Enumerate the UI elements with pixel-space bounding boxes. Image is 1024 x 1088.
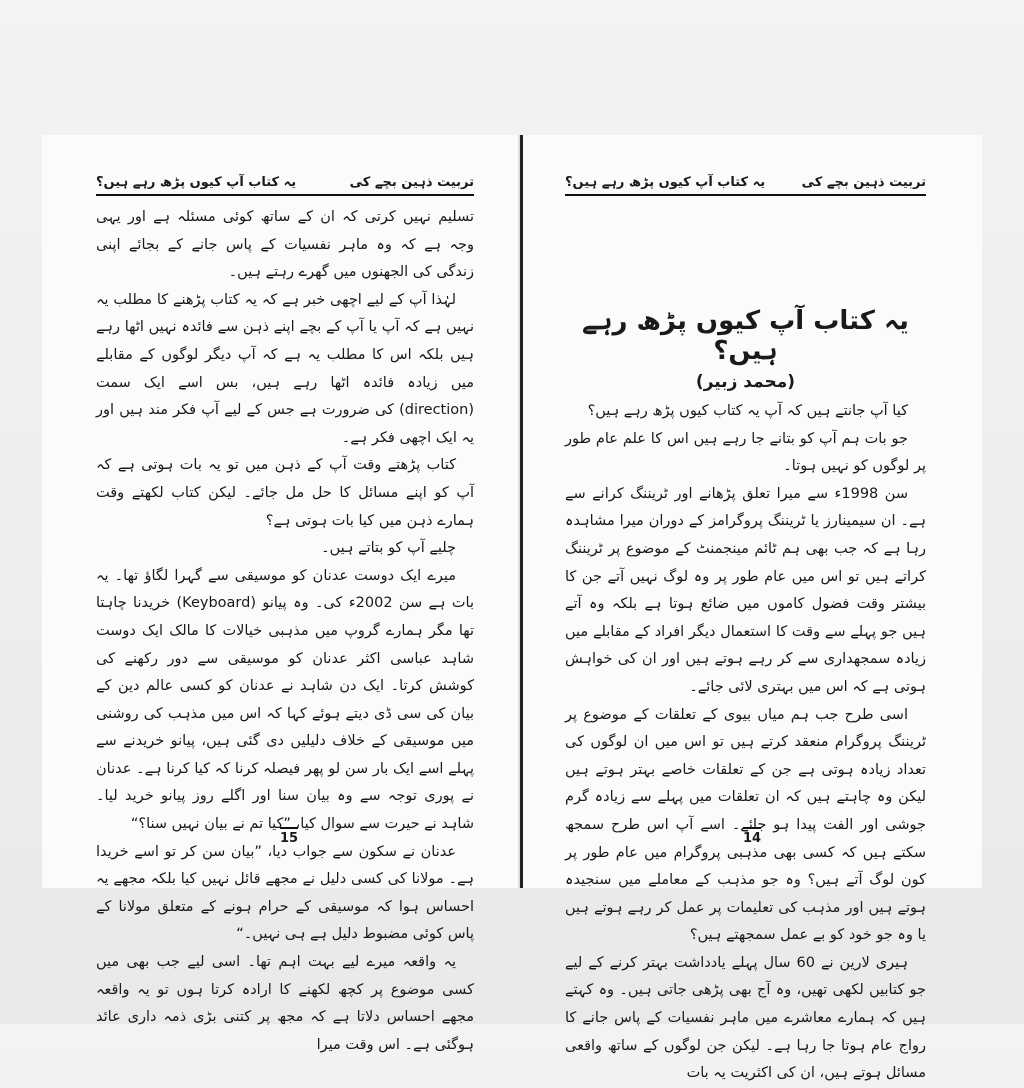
paragraph: یہ واقعہ میرے لیے بہت اہم تھا۔ اسی لیے جب بھی میں کسی موضوع پر کچھ لکھنے کا ارادہ کرتا ہوں تو یہ واقعہ مجھے احساس دلاتا ہے کہ مجھ پر کتنی بڑی ذمہ داری عائد ہوگئی ہے۔ اس وقت میرا (96, 954, 474, 1053)
chapter-title: یہ کتاب آپ کیوں پڑھ رہے ہیں؟ (582, 306, 909, 366)
page-number: 14 (743, 827, 761, 846)
paragraph: چلیے آپ کو بتاتے ہیں۔ (321, 540, 456, 557)
right-page (520, 135, 982, 1082)
header-chapter-title: یہ کتاب آپ کیوں پڑھ رہے ہیں؟ (565, 175, 766, 190)
paragraph: سن 1998ء سے میرا تعلق پڑھانے اور ٹریننگ کرانے سے ہے۔ ان سیمینارز یا ٹریننگ پروگرامز کے دوران میرا مشاہدہ رہا ہے کہ جب بھی ہم ٹائم مینجمنٹ کے موضوع پر ٹریننگ کراتے ہیں تو اس میں عام طور پر وہ لوگ نہیں آتے جن کا بیشتر وقت فضول کاموں میں ضائع ہوتا ہے بلکہ وہ آتے ہیں جو پہلے سے وقت کا استعمال دیگر افراد کے مقابلے میں زیادہ سمجھداری سے کر رہے ہوتے ہیں اور ان کی خواہش ہوتی ہے کہ اس میں بہتری لائی جائے۔ (565, 485, 926, 695)
paragraph: عدنان نے سکون سے جواب دیا، ”بیان سن کر تو اسے خریدا ہے۔ مولانا کی کسی دلیل نے مجھے قائل نہیں کیا بلکہ مجھے یہ احساس ہوا کہ موسیقی کے حرام ہونے کے متعلق مولانا کے پاس کوئی مضبوط دلیل ہے ہی نہیں۔“ (96, 843, 474, 943)
paragraph: جو بات ہم آپ کو بتانے جا رہے ہیں اس کا علم عام طور پر لوگوں کو نہیں ہوتا۔ (565, 430, 926, 475)
chapter-author: (محمد زبیر) (695, 372, 796, 392)
page-number: 15 (280, 827, 298, 846)
paragraph: اسی طرح جب ہم میاں بیوی کے تعلقات کے موضوع پر ٹریننگ پروگرام منعقد کرتے ہیں تو اس میں ان لوگوں کی تعداد زیادہ ہوتی ہے جن کے تعلقات خاصے بہتر ہوتے ہیں لیکن وہ چاہتے ہیں کہ ان تعلقات میں پہلے سے زیادہ گرم جوشی اور الفت پیدا ہو جائے۔ اسے آپ اس طرح سمجھ سکتے ہیں کہ کسی بھی مذہبی پروگرام میں عام طور پر کون لوگ آتے ہیں؟ وہ جو مذہب کے معاملے میں سنجیدہ ہوتے ہیں اور مذہب کی تعلیمات پر عمل کر رہے ہوتے ہیں یا وہ جو خود کو بے عمل سمجھتے ہیں؟ (565, 706, 926, 944)
paragraph: لہٰذا آپ کے لیے اچھی خبر ہے کہ یہ کتاب پڑھنے کا مطلب یہ نہیں ہے کہ آپ یا آپ کے بچے اپنے ذہن سے فائدہ نہیں اٹھا رہے ہیں بلکہ اس کا مطلب یہ ہے کہ آپ دیگر لوگوں کے مقابلے میں زیادہ فائدہ اٹھا رہے ہیں، بس اسے ایک سمت (direction) کی ضرورت ہے جس کے لیے آپ فکر مند ہیں اور یہ ایک اچھی فکر ہے۔ (96, 291, 474, 446)
paragraph: تسلیم نہیں کرتی کہ ان کے ساتھ کوئی مسئلہ ہے اور یہی وجہ ہے کہ وہ ماہر نفسیات کے پاس جانے کے بجائے اپنی زندگی کی الجھنوں میں گھرے رہتے ہیں۔ (96, 209, 474, 281)
paragraph: کیا آپ جانتے ہیں کہ آپ یہ کتاب کیوں پڑھ رہے ہیں؟ (587, 403, 908, 419)
paragraph: میرے ایک دوست عدنان کو موسیقی سے گہرا لگاؤ تھا۔ یہ بات ہے سن 2002ء کی۔ وہ پیانو (Keyboard) خریدنا چاہتا تھا مگر ہمارے گروپ میں مذہبی خیالات کا مالک ایک دوست شاہد عباسی اکثر عدنان کو موسیقی سے دور رکھنے کی کوشش کرتا۔ ایک دن شاہد نے عدنان کو کسی عالم دین کے بیان کی سی ڈی دیتے ہوئے کہا کہ اس میں مذہب کی روشنی میں موسیقی کے خلاف دلیلیں دی گئی ہیں، پیانو خریدنے سے پہلے اسے ایک بار سن لو پھر فیصلہ کرنا کہ کیا کرنا ہے۔ عدنان نے پوری توجہ سے وہ بیان سنا اور اگلے روز پیانو خرید لیا۔ شاہد نے حیرت سے سوال کیا، ”کیا تم نے بیان نہیں سنا؟“ (96, 567, 474, 833)
header-book-title: تربیت ذہین بچے کی (349, 175, 474, 190)
running-head (565, 175, 926, 196)
book-spread (42, 135, 982, 1082)
paragraph: ہیری لارین نے 60 سال پہلے یادداشت بہتر کرنے کے لیے جو کتابیں لکھی تھیں، وہ آج بھی پڑھی جاتی ہیں۔ وہ کہتے ہیں کہ ہمارے معاشرے میں ماہر نفسیات کے پاس جانے کا رواج عام ہوتا جا رہا ہے۔ لیکن جن لوگوں کے ساتھ واقعی مسائل ہوتے ہیں، ان کی اکثریت یہ بات (565, 954, 926, 1082)
header-book-title: تربیت ذہین بچے کی (801, 175, 926, 190)
running-head (96, 175, 474, 196)
header-chapter-title: یہ کتاب آپ کیوں پڑھ رہے ہیں؟ (96, 175, 297, 190)
paragraph: کتاب پڑھتے وقت آپ کے ذہن میں تو یہ بات ہوتی ہے کہ آپ کو اپنے مسائل کا حل مل جائے۔ لیکن کتاب لکھتے وقت ہمارے ذہن میں کیا بات ہوتی ہے؟ (96, 457, 474, 529)
left-page (42, 135, 518, 1053)
